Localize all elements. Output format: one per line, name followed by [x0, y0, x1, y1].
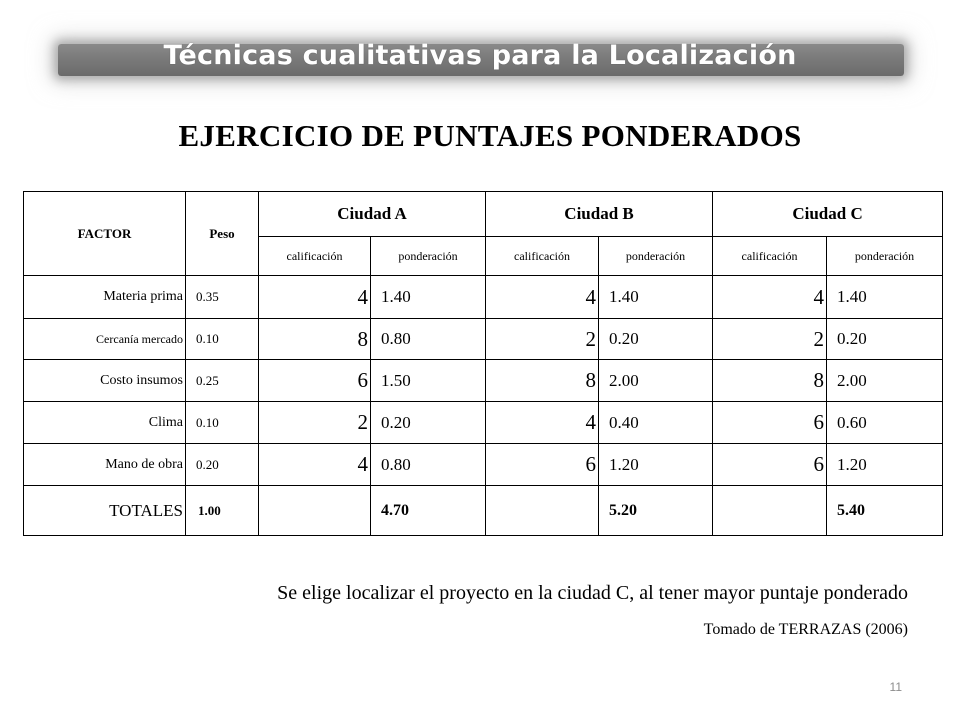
total-ciudad-a: 4.70	[371, 486, 486, 536]
totals-a-calificacion-empty	[259, 486, 371, 536]
calificacion-cell: 4	[585, 284, 597, 309]
ponderacion-cell: 1.40	[827, 276, 943, 319]
calificacion-cell: 2	[813, 326, 825, 351]
table-row	[24, 360, 943, 402]
table-row	[24, 402, 943, 444]
calificacion-cell: 4	[813, 284, 825, 309]
peso-cell: 0.20	[186, 444, 259, 486]
ponderacion-cell: 0.20	[599, 319, 713, 360]
header-a-calificacion: calificación	[259, 237, 371, 276]
calificacion-cell: 6	[813, 452, 825, 476]
header-c-ponderacion: ponderación	[827, 237, 943, 276]
ponderacion-cell: 0.60	[827, 402, 943, 444]
conclusion-text: Se elige localizar el proyecto en la ciudad C, al tener mayor puntaje ponderado	[277, 582, 908, 604]
table-row	[24, 276, 943, 319]
ponderacion-cell: 0.20	[827, 319, 943, 360]
ponderacion-cell: 2.00	[827, 360, 943, 402]
ponderacion-cell: 1.50	[371, 360, 486, 402]
total-ciudad-c: 5.40	[827, 486, 943, 536]
header-b-ponderacion: ponderación	[599, 237, 713, 276]
factor-cell: Cercanía mercado	[96, 331, 183, 346]
factor-cell: Mano de obra	[105, 456, 183, 472]
slide-title: Técnicas cualitativas para la Localización	[163, 40, 797, 71]
source-citation: Tomado de TERRAZAS (2006)	[703, 621, 908, 638]
totals-row	[24, 486, 943, 536]
weighted-score-table	[23, 191, 943, 536]
header-b-calificacion: calificación	[486, 237, 599, 276]
totals-c-calificacion-empty	[713, 486, 827, 536]
header-ciudad-a: Ciudad A	[259, 192, 486, 237]
calificacion-cell: 6	[357, 368, 368, 392]
totals-peso: 1.00	[186, 486, 259, 536]
header-c-calificacion: calificación	[713, 237, 827, 276]
ponderacion-cell: 0.80	[371, 444, 486, 486]
table-row	[24, 444, 943, 486]
factor-cell: Costo insumos	[100, 372, 183, 388]
ponderacion-cell: 2.00	[599, 360, 713, 402]
calificacion-cell: 8	[813, 368, 825, 392]
factor-cell: Clima	[148, 414, 183, 430]
totals-b-calificacion-empty	[486, 486, 599, 536]
header-ciudad-b: Ciudad B	[486, 192, 713, 237]
table-row	[24, 319, 943, 360]
peso-cell: 0.10	[186, 319, 259, 360]
exercise-heading: EJERCICIO DE PUNTAJES PONDERADOS	[178, 118, 802, 153]
calificacion-cell: 6	[813, 410, 825, 434]
peso-cell: 0.35	[186, 276, 259, 319]
calificacion-cell: 8	[585, 368, 597, 392]
ponderacion-cell: 1.40	[371, 276, 486, 319]
peso-cell: 0.25	[186, 360, 259, 402]
calificacion-cell: 8	[357, 326, 368, 351]
calificacion-cell: 4	[357, 284, 368, 309]
ponderacion-cell: 1.20	[599, 444, 713, 486]
calificacion-cell: 4	[585, 410, 597, 434]
ponderacion-cell: 1.20	[827, 444, 943, 486]
header-ciudad-c: Ciudad C	[713, 192, 943, 237]
calificacion-cell: 2	[357, 410, 368, 434]
peso-cell: 0.10	[186, 402, 259, 444]
header-factor: FACTOR	[24, 192, 186, 276]
calificacion-cell: 4	[357, 452, 368, 476]
calificacion-cell: 2	[585, 326, 597, 351]
ponderacion-cell: 0.80	[371, 319, 486, 360]
total-ciudad-b: 5.20	[599, 486, 713, 536]
header-peso: Peso	[186, 192, 259, 276]
header-a-ponderacion: ponderación	[371, 237, 486, 276]
ponderacion-cell: 1.40	[599, 276, 713, 319]
page-number: 11	[889, 680, 902, 694]
totals-label: TOTALES	[109, 500, 183, 520]
ponderacion-cell: 0.20	[371, 402, 486, 444]
factor-cell: Materia prima	[103, 289, 183, 304]
header-row-cities	[24, 192, 943, 237]
calificacion-cell: 6	[585, 452, 597, 476]
ponderacion-cell: 0.40	[599, 402, 713, 444]
